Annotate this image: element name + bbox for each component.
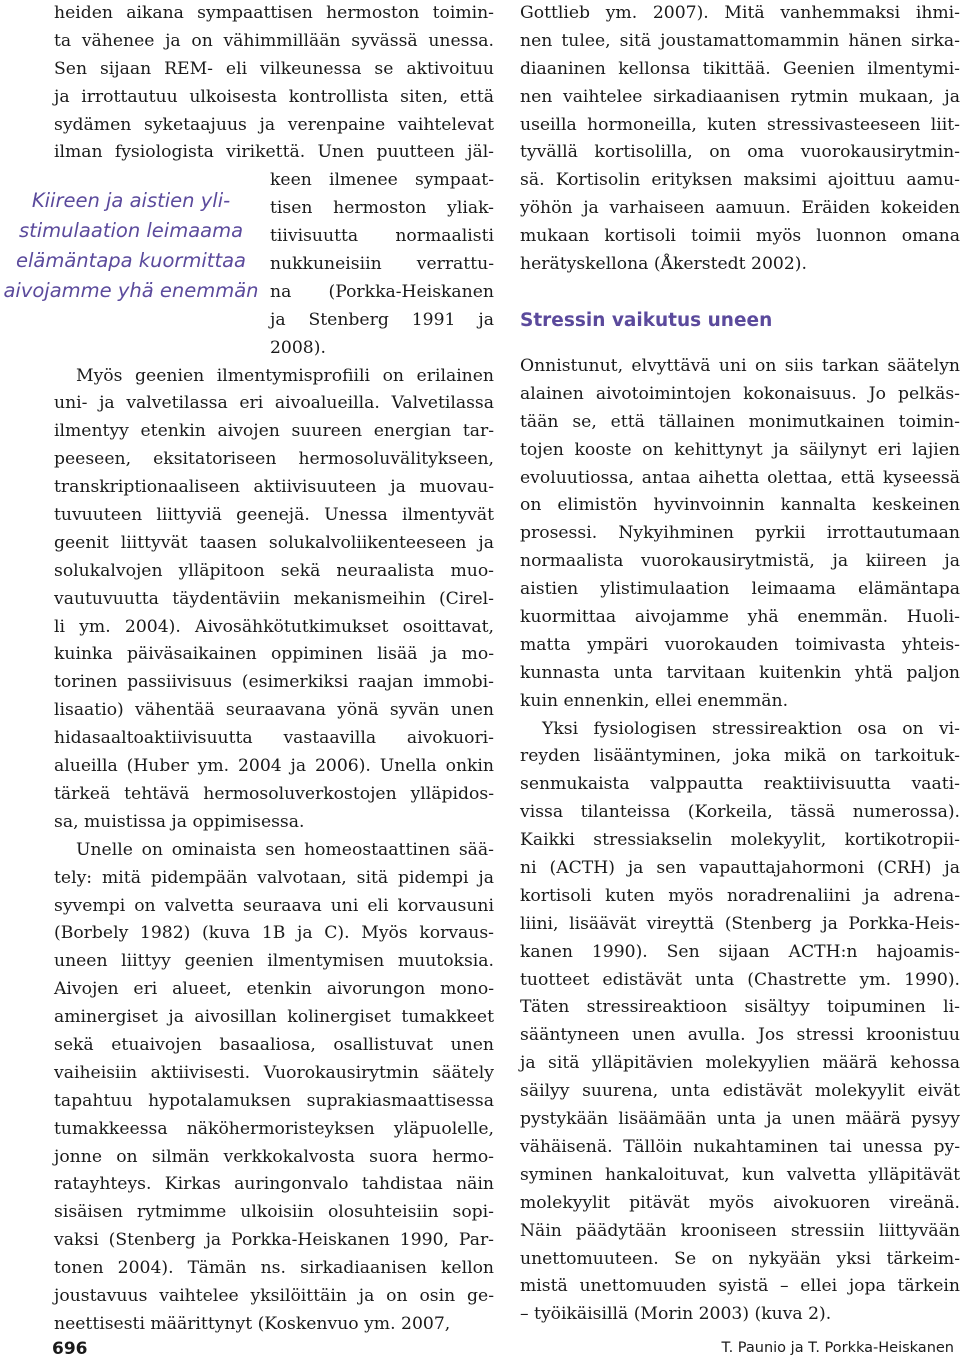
text-line: Unelle on ominaista sen homeostaattinen sää- [76,839,494,860]
text-line: neettisesti määrittynyt (Koskenvuo ym. 2007, [54,1313,451,1334]
text-line: Gottlieb ym. 2007). Mitä vanhemmaksi ihmi- [520,3,960,23]
text-line: aminergiset ja aivosillan kolinergiset tumakkeet [54,1007,494,1028]
text-line: tärkeä tehtävä hermosoluverkostojen ylläpidos- [54,783,494,804]
text-line: liini, lisäävät vireyttä (Stenberg ja Porkka-Heis- [520,913,960,934]
text-line: syvempi on valvetta seuraava uni eli korvausuni [54,895,494,916]
text-line: tapahtuu hypotalamuksen suprakiasmaattisessa [54,1090,494,1111]
text-line: sä. Kortisolin erityksen maksimi ajoittuu aamu- [520,170,960,191]
text-line: peeseen, eksitatoriseen hermosoluvälitykseen, [54,449,494,470]
text-line: kuin ennenkin, ellei enemmän. [520,690,789,711]
text-line: evoluutiossa, antaa aihetta olettaa, että kyseessä [520,467,960,488]
text-line: sa, muistissa ja oppimisessa. [54,811,305,832]
text-line: mukaan kortisoli toimii myös luonnon omana [520,226,960,247]
pull-quote-line: stimulaation leimaama [18,219,244,242]
text-line: ratayhteys. Kirkas auringonvalo tahdistaa näin [54,1174,494,1195]
text-line: Kaikki stressiakselin molekyylit, kortikotropii- [520,830,960,851]
text-line: (Borbely 1982) (kuva 1B ja C). Myös korvaus- [54,923,494,944]
text-line: alueilla (Huber ym. 2004 ja 2006). Unella onkin [54,756,494,777]
text-line: prosessi. Nykyihminen pyrkii irrottautumaan [520,523,960,544]
text-line: ta vähenee ja on vähimmillään syvässä unessa. [54,30,494,51]
text-line: vissa tilanteissa (Korkeila, tässä numerossa). [520,802,960,823]
text-line: joustavuus vaihtelee yksilöittäin ja on osin ge- [54,1285,494,1306]
text-line: matta ympäri vuorokauden toimivasta yhteis- [520,634,960,655]
text-line: kanen 1990). Sen sijaan ACTH:n hajoamis- [520,941,960,962]
text-line: tiivisuutta normaalisti [270,226,494,247]
text-line: aistien ylistimulaation leimaama elämäntapa [520,579,960,600]
text-line: sydämen syketaajuus ja verenpaine vaihtelevat [54,114,494,135]
text-line: molekyylit pitävät myös aivokuoren vireänä. [520,1192,960,1213]
text-line: tään se, että tällainen monimutkainen toimin- [520,411,960,432]
text-line: yöhön ja varhaiseen aamuun. Eräiden kokeiden [520,198,960,219]
text-line: Näin päädytään krooniseen stressiin liittyvään [520,1220,960,1241]
text-line: Sen sijaan REM- eli vilkeunessa se aktivoituu [54,58,494,79]
text-line: kuinka päiväsaikainen oppiminen lisää ja mo- [54,644,494,665]
left-column-top-text [54,0,494,167]
text-line: vaksi (Stenberg ja Porkka-Heiskanen 1990, Par- [54,1230,494,1251]
right-column-bottom-text [520,353,960,1329]
pull-quote [0,186,262,306]
text-line: normaalista vuorokausirytmistä, ja kiireen ja [520,551,960,572]
text-line: ja Stenberg 1991 ja [270,309,494,330]
text-line: reyden lisääntyminen, joka mikä on tarkoituk- [520,746,960,767]
text-line: unettomuuteen. Se on nykyään yksi tärkeim- [520,1248,960,1269]
text-line: jonne on silmän verkkokalvosta suora hermo- [54,1146,494,1167]
text-line: syminen hankaloituvat, kun valvetta ylläpitävät [520,1164,960,1185]
text-line: kuormittaa aivojamme yhä enemmän. Huoli- [520,607,960,628]
text-line: transkriptionaaliseen aktiivisuuteen ja muovau- [54,477,494,498]
text-line: vautuvuutta täydentäviin mekanismeihin (Cirel- [54,588,494,609]
pull-quote-line: Kiireen ja aistien yli- [31,189,231,212]
text-line: uni- ja valvetilassa eri aivoalueilla. Valvetilassa [54,393,494,414]
text-line: ni (ACTH) ja sen vapauttajahormoni (CRH) ja [520,858,960,879]
text-line: ilmentyy etenkin aivojen suureen energian tar- [54,421,494,442]
text-line: Täten stressireaktioon sisältyy toipuminen li- [520,997,960,1018]
text-line: useilla hormoneilla, kuten stressivasteeseen liit- [520,114,960,135]
text-line: hidasaaltoaktiivisuutta vastaavilla aivokuori- [54,728,494,749]
text-line: tumakkeessa näköhermoristeyksen yläpuolelle, [54,1118,494,1139]
text-line: sisäisen rytmimme ulkoisiin olosuhteisiin sopi- [54,1202,494,1223]
text-line: Myös geenien ilmentymisprofiili on erilainen [76,365,494,386]
text-line: na (Porkka-Heiskanen [270,281,494,302]
text-line: tyvällä kortisolilla, on oma vuorokausirytmin- [520,142,960,163]
section-heading: Stressin vaikutus uneen [520,310,773,331]
text-line: tojen kooste on kehittynyt ja säilynyt eri lajien [520,439,960,460]
text-line: keen ilmenee sympaat- [270,170,494,191]
text-line: senmukaista valppautta reaktiivisuutta vaati- [520,774,960,795]
text-line: herätyskellona (Åkerstedt 2002). [520,254,807,275]
text-line: ilman fysiologista virikettä. Unen puutteen jäl- [54,142,494,163]
text-line: Aivojen eri alueet, etenkin aivorungon mono- [54,979,494,1000]
page-number: 696 [52,1339,88,1359]
text-line: li ym. 2004). Aivosähkötutkimukset osoittavat, [54,616,494,637]
text-line: nen tulee, sitä joustamattomammin hänen sirka- [520,30,960,51]
text-line: kortisoli kuten myös noradrenaliini ja adrena- [520,885,960,906]
pull-quote-line: aivojamme yhä enemmän [3,279,259,302]
text-line: tonen 2004). Tämän ns. sirkadiaanisen kellon [54,1258,494,1279]
text-line: Onnistunut, elvyttävä uni on siis tarkan säätelyn [520,356,960,376]
text-line: pystykään lisäämään unta ja unen määrä pysyy [520,1109,960,1130]
text-line: geenit liittyvät taasen solukalvoliikenteeseen ja [54,532,494,553]
text-line: alainen aivotoimintojen kokonaisuus. Jo pelkäs- [520,383,960,404]
text-line: torinen passiivisuus (esimerkiksi raajan immobi- [54,672,494,693]
text-line: sääntyneen unen avulla. Jos stressi kroonistuu [520,1025,960,1046]
text-line: ja sitä ylläpitävien molekyylien määrä kehossa [520,1053,960,1074]
text-line: vähäisenä. Tällöin nukahtaminen tai unessa py- [520,1136,960,1157]
text-line: mistä unettomuuden syistä – ellei jopa tärkein [520,1276,960,1297]
text-line: tely: mitä pidempään valvotaan, sitä pidempi ja [54,867,494,888]
text-line: säilyy suurena, unta edistävät molekyylit eivät [520,1081,960,1102]
text-line: Yksi fysiologisen stressireaktion osa on vi- [542,718,960,739]
text-line: nukkuneisiin verrattu- [270,254,494,275]
text-line: tuvuuteen liittyviä geenejä. Unessa ilmentyvät [54,505,494,526]
text-line: diaaninen kellonsa tikittää. Geenien ilmentymi- [520,58,960,79]
text-line: lisaatio) vähentää seuraavana yönä syvän unen [54,700,494,721]
footer-authors: T. Paunio ja T. Porkka-Heiskanen [721,1340,954,1356]
text-line: tuotteet edistävät unta (Chastrette ym. 1990). [520,969,960,990]
pull-quote-line: elämäntapa kuormittaa [16,249,246,272]
text-line: sekä etuaivojen basaaliosa, osallistuvat unen [54,1034,494,1055]
text-line: ja irrottautuu ulkoisesta kontrollista siten, että [54,86,494,107]
text-line: – työikäisillä (Morin 2003) (kuva 2). [520,1304,832,1325]
text-line: 2008). [270,337,326,358]
text-line: vaiheisiin aktiivisesti. Vuorokausirytmin säätely [54,1062,494,1083]
text-line: tisen hermoston yliak- [270,198,494,219]
left-column-main-text [54,363,494,1339]
text-line: nen vaihtelee sirkadiaanisen rytmin mukaan, ja [520,86,960,107]
text-line: uneen liittyy geenien ilmentymisen muutoksia. [54,951,494,972]
text-line: kunnasta unta tarvitaan kuitenkin yhtä paljon [520,662,960,683]
text-line: heiden aikana sympaattisen hermoston toimin- [54,3,494,23]
text-line: solukalvojen ylläpitoon sekä neuraalista muo- [54,560,494,581]
right-column-top-text [520,0,960,279]
text-line: on elimistön hyvinvoinnin kannalta keskeinen [520,495,960,516]
left-column-wrapped-text [270,167,494,362]
